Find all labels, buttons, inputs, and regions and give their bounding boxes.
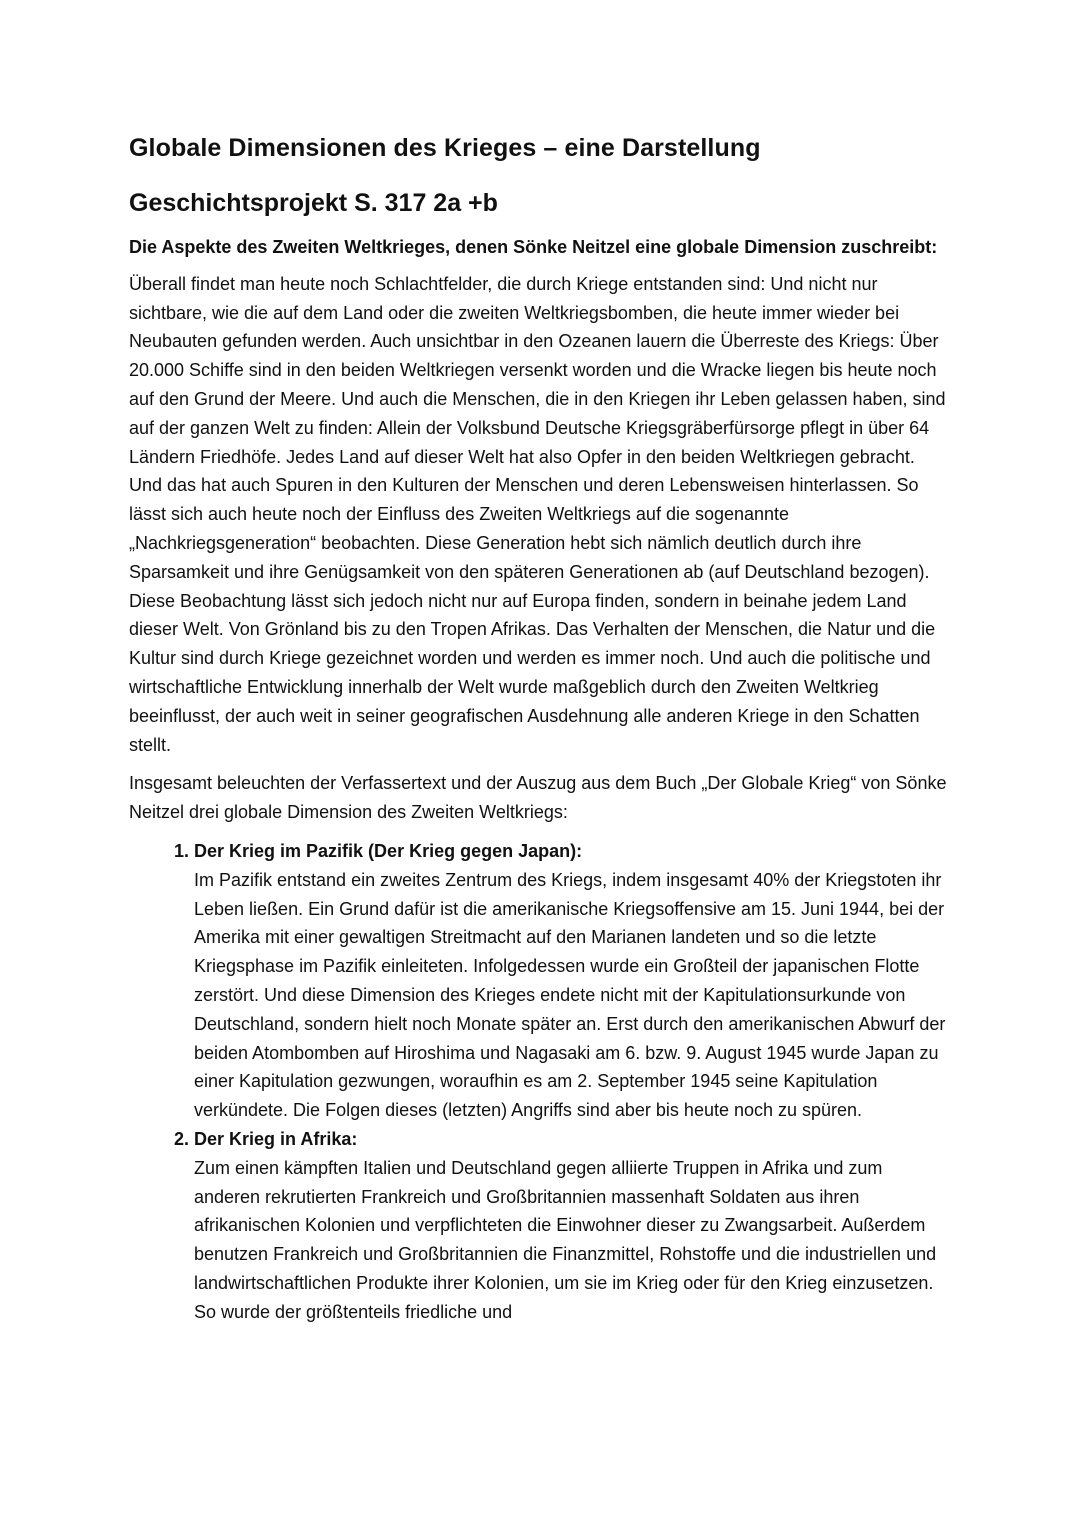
list-item-title: 2. Der Krieg in Afrika: [194, 1128, 358, 1149]
document-subtitle: Geschichtsprojekt S. 317 2a +b [129, 189, 498, 217]
list-item [194, 837, 952, 1125]
body-paragraph: Überall findet man heute noch Schlachtfelder, die durch Kriege entstanden sind: Und nicht nur sichtbare, wie die auf dem Land oder die zweiten Weltkriegsbomben, die heute immer wieder bei Neubauten gefunden werden. Auch unsichtbar in den Ozeanen lauern die Überreste des Kriegs: Über 20.000 Schiffe sind in den beiden Weltkriegen versenkt worden und die Wracke liegen bis heute noch auf den Grund der Meere. Und auch die Menschen, die in den Kriegen ihr Leben gelassen haben, sind auf der ganzen Welt zu finden: Allein der Volksbund Deutsche Kriegsgräberfürsorge pflegt in über 64 Ländern Friedhöfe. Jedes Land auf dieser Welt hat also Opfer in den beiden Weltkriegen gebracht. Und das hat auch Spuren in den Kulturen der Menschen und deren Lebensweisen hinterlassen. So lässt sich auch heute noch der Einfluss des Zweiten Weltkriegs auf die sogenannte „Nachkriegsgeneration“ beobachten. Diese Generation hebt sich nämlich deutlich durch ihre Sparsamkeit und ihre Genügsamkeit von den späteren Generationen ab (auf Deutschland bezogen). Diese Beobachtung lässt sich jedoch nicht nur auf Europa finden, sondern in beinahe jedem Land dieser Welt. Von Grönland bis zu den Tropen Afrikas. Das Verhalten der Menschen, die Natur und die Kultur sind durch Kriege gezeichnet worden und werden es immer noch. Und auch die politische und wirtschaftliche Entwicklung innerhalb der Welt wurde maßgeblich durch den Zweiten Weltkrieg beeinflusst, der auch weit in seiner geografischen Ausdehnung alle anderen Kriege in den Schatten stellt. [129, 273, 946, 755]
dimensions-list [129, 837, 952, 1327]
list-item [194, 1125, 952, 1327]
document-title: Globale Dimensionen des Krieges – eine Darstellung [129, 134, 761, 162]
list-item-text: Im Pazifik entstand ein zweites Zentrum des Kriegs, indem insgesamt 40% der Kriegstoten ihr Leben ließen. Ein Grund dafür ist die amerikanische Kriegsoffensive am 15. Juni 1944, bei der Amerika mit einer gewaltigen Streitmacht auf den Marianen landeten und so die letzte Kriegsphase im Pazifik einleiteten. Infolgedessen wurde ein Großteil der japanischen Flotte zerstört. Und diese Dimension des Krieges endete nicht mit der Kapitulationsurkunde von Deutschland, sondern hielt noch Monate später an. Erst durch den amerikanischen Abwurf der beiden Atombomben auf Hiroshima und Nagasaki am 6. bzw. 9. August 1945 wurde Japan zu einer Kapitulation gezwungen, woraufhin es am 2. September 1945 seine Kapitulation verkündete. Die Folgen dieses (letzten) Angriffs sind aber bis heute noch zu spüren. [194, 869, 946, 1121]
list-item-title: 1. Der Krieg im Pazifik (Der Krieg gegen Japan): [194, 840, 583, 861]
section-heading: Die Aspekte des Zweiten Weltkrieges, denen Sönke Neitzel eine globale Dimension zuschreibt: [129, 237, 938, 257]
list-item-text: Zum einen kämpften Italien und Deutschland gegen alliierte Truppen in Afrika und zum anderen rekrutierten Frankreich und Großbritannien massenhaft Soldaten aus ihren afrikanischen Kolonien und verpflichteten die Einwohner dieser zu Zwangsarbeit. Außerdem benutzen Frankreich und Großbritannien die Finanzmittel, Rohstoffe und die industriellen und landwirtschaftlichen Produkte ihrer Kolonien, um sie im Krieg oder für den Krieg einzusetzen. So wurde der größtenteils friedliche und [194, 1157, 937, 1322]
body-paragraph: Insgesamt beleuchten der Verfassertext und der Auszug aus dem Buch „Der Globale Krieg“ von Sönke Neitzel drei globale Dimension des Zweiten Weltkriegs: [129, 773, 947, 823]
